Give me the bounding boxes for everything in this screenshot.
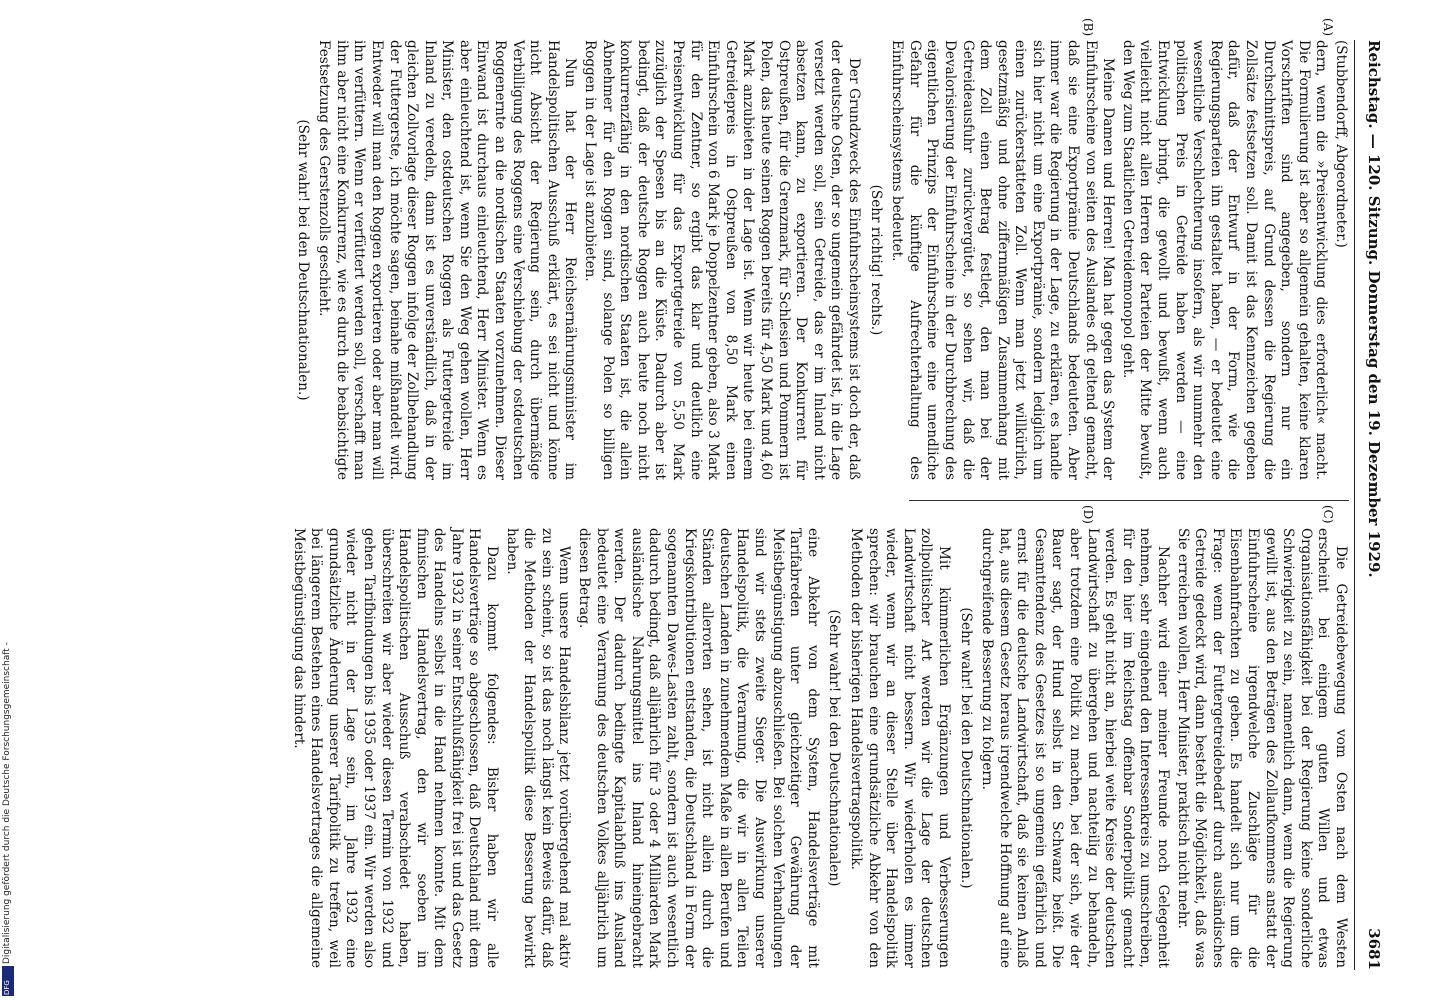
digitization-credit: [0, 0, 14, 1000]
speaker-label: (Stubbendorff, Abgeordneter.): [1333, 40, 1349, 248]
credit-text: Digitalisierung gefördert durch die Deutsche Forschungsgemeinschaft -: [2, 642, 12, 964]
interjection: (Sehr wahr! bei den Deutschnationalen.): [294, 119, 311, 401]
column-divider: [909, 500, 1349, 501]
right-column: [287, 528, 1349, 968]
margin-marker-a: (A): [1321, 18, 1335, 37]
paragraph: Meine Damen und Herren! Man hat gegen das System der Einfuhrscheine von seiten des Auslandes oft geltend gemacht, daß sie eine Exportprämie Deutschlands bedeuteten. Aber immer war die Regierung in der Lage, zu erklären, es handle sich hier nicht um eine Exportprämie, sondern lediglich um einen zurückerstatteten Zoll. Wenn man jetzt willkürlich, gesetzmäßig und ohne ziffernmäßigen Zusammenhang mit dem Zoll einen Betrag festlegt, den man bei der Getreideausfuhr zurückvergütet, so sehen wir, daß die Devalorisierung der Einfuhrscheine in der Durchbrechung des eigentlichen Prinzips der Einfuhrscheine eine unendliche Gefahr für die künftige Aufrechterhaltung des Einfuhrscheinsystems bedeutet.: [889, 40, 1117, 480]
running-header: [1354, 40, 1385, 970]
page-number: 3681: [1365, 928, 1383, 970]
paragraph: Die Getreidebewegung vom Osten nach dem Westen erscheint bei einigem guten Willen und etwas Organisationsfähigkeit bei der Regierung keine sonderliche Schwierigkeit zu sein, namentlich dann, wenn die Regierung gewillt ist, aus den Beträgen des Zollaufkommens anstatt der Einfuhrscheine irgendwelche Zuschläge für die Eisenbahnfrachten zu geben. Es handelt sich nur um die Frage: wenn der Futtergetreidebedarf durch ausländisches Getreide gedeckt wird, dann besteht die Möglichkeit, daß was Sie erreichen wollen, Herr Minister, praktisch nicht mehr.: [1174, 528, 1349, 968]
dfg-logo-icon: [2, 966, 14, 996]
document-sheet: [125, 0, 1395, 1000]
paragraph: dern, wenn die »Preisentwicklung dies erforderlich« macht. Die Formulierung ist aber so allgemein gehalten, keine klaren Vorschriften sind angegeben, sondern nur ein Durchschnittspreis, auf Grund dessen die Regierung die Zollsätze festsetzen soll. Damit ist das Kennzeichen gegeben dafür, daß der Entwurf in der Form, wie die Regierungsparteien ihn gestaltet haben, — er bedeutet eine wesentliche Verschlechterung insofern, als wir nunmehr den politischen Preis in Getreide haben werden — eine Entwicklung bringt, die gewollt und bewußt, wenn auch vielleicht nicht allen Herren der Parteien der Mitte bewußt, den Weg zum Staatlichen Getreidemonopol geht.: [1119, 40, 1330, 480]
paragraph: Mit kümmerlichen Ergänzungen und Verbesserungen zollpolitischer Art werden wir die Lage der deutschen Landwirtschaft nicht bessern. Wir wiederholen es immer wieder, wenn wir an dieser Stelle über Handelspolitik sprechen: wir brauchen eine grundsätzliche Abkehr von den Methoden der bisherigen Handelsvertragspolitik.: [847, 528, 952, 968]
paragraph: Wenn unsere Handelsbilanz jetzt vorübergehend mal aktiv zu sein scheint, so ist das noch längst kein Beweis dafür, daß die Methoden der Handelspolitik diese Besserung bewirkt haben.: [503, 528, 573, 968]
paragraph: Nachher wird einer meiner Freunde noch Gelegenheit nehmen, sehr eingehend den Interessenkreis zu umschreiben, für den hier im Reichstag offenbar Sonderpolitik gemacht werden. Es geht nicht an, hierbei weite Kreise der deutschen Landwirtschaft zu übergehen und nachteilig zu behandeln, aber trotzdem eine Politik zu machen, bei der sich, wie der Bauer sagt, der Hund selbst in den Schwanz beißt. Die Gesamttendenz des Gesetzes ist so ungemein gefährlich und ernst für die deutsche Landwirtschaft, daß sie keinen Anlaß hat, aus diesem Gesetz heraus irgendwelche Hoffnung auf eine durchgreifende Besserung zu folgern.: [979, 528, 1172, 968]
interjection: (Sehr wahr! bei den Deutschnationalen): [826, 609, 843, 887]
paragraph: Der Grundzweck des Einfuhrscheinsystems ist doch der, daß der deutsche Osten, der so ungemein gefährdet ist, in die Lage versetzt werden soll, sein Getreide, das er im Inland nicht absetzen kann, zu exportieren. Der Konkurrent für Ostpreußen, für die Grenzmark, für Schlesien und Pommern ist Polen, das heute seinen Roggen bereits für 4,50 Mark und 4,60 Mark anzubieten in der Lage ist. Wenn wir heute bei einem Getreidepreis in Ostpreußen von 8,50 Mark einen Einfuhrschein von 6 Mark je Doppelzentner geben, also 3 Mark für den Zentner, so ergibt das klar und deutlich eine Preisentwicklung für das Exportgetreide von 5,50 Mark zuzüglich der Spesen bis an die Küste. Dadurch aber ist bedingt, daß der deutsche Roggen auch heute noch nicht konkurrenzfähig in den nordischen Staaten ist, die allein Abnehmer für den Roggen sind, solange Polen so billigen Roggen in der Lage ist anzubieten.: [582, 40, 862, 480]
margin-marker-b: (B): [1081, 18, 1095, 37]
interjection: (Sehr richtig! rechts.): [867, 184, 884, 336]
left-column: [289, 40, 1349, 480]
margin-marker-c: (C): [1321, 505, 1335, 524]
paragraph: eine Abkehr von dem System, Handelsverträge mit Tarifabreden unter gleichzeitiger Gewährung der Meistbegünstigung abzuschließen. Bei solchen Verhandlungen sind wir stets zweite Sieger. Die Auswirkung unserer Handelspolitik, die Verarmung, die wir in allen Teilen deutschen Landen in zunehmendem Maße in allen Berufen und Ständen allerorten sehen, ist nicht allein durch die Kriegskontributionen entstanden, die Deutschland in Form der sogenannten Dawes-Lasten zahlt, sondern ist auch wesentlich dadurch bedingt, daß alljährlich für 3 oder 4 Milliarden Mark ausländische Nahrungsmittel ins Inland hineingebracht werden. Der dadurch bedingte Kapitalabfluß ins Ausland bedeutet eine Verarmung des deutschen Volkes alljährlich um diesen Betrag.: [576, 528, 821, 968]
header-title: Reichstag. — 120. Sitzung. Donnerstag den 19. Dezember 1929.: [1365, 40, 1383, 578]
interjection: (Sehr wahr! bei den Deutschnationalen.): [957, 607, 974, 889]
paragraph: Dazu kommt folgendes: Bisher haben wir alle Handelsverträge so abgeschlossen, daß Deutschland mit dem Jahre 1932 in seiner Entschlußfähigkeit frei ist und das Gesetz des Handelns selbst in die Hand nehmen konnte. Mit dem finnischen Handelsvertrag, den wir soeben im Handelspolitischen Ausschuß verabschiedet haben, überschreiten wir aber wieder diesen Termin von 1932 und gehen Tarifbindungen bis 1935 oder 1937 ein. Wir werden also wieder nicht in der Lage sein, im Jahre 1932 eine grundsätzliche Änderung unserer Tarifpolitik zu treffen, weil bei längerem Bestehen eines Handelsvertrages die allgemeine Meistbegünstigung das hindert.: [290, 528, 501, 968]
margin-marker-d: (D): [1081, 505, 1095, 524]
dfg-logo-text: DFG: [3, 980, 11, 995]
paragraph: Nun hat der Herr Reichsernährungsminister im Handelspolitischen Ausschuß erklärt, es sei nicht und könne nicht Absicht der Regierung sein, durch übermäßige Verbilligung des Roggens eine Verschiebung der ostdeutschen Roggenernte an die nordischen Staaten vorzunehmen. Dieser Einwand ist durchaus einleuchtend, Herr Minister. Wenn es aber einleuchtend ist, wenn Sie den Weg gehen wollen, Herr Minister, den ostdeutschen Roggen als Futtergetreide im Inland zu veredeln, dann ist es unverständlich, daß in der gleichen Zollvorlage dieser Roggen infolge der Zollbehandlung der Futtergerste, ich möchte sagen, beinahe mißhandelt wird. Entweder will man den Roggen exportieren oder aber man will ihn verfüttern. Wenn er verfüttert werden soll, verschafft man ihm aber nicht eine Konkurrenz, wie es durch die beabsichtigte Festsetzung des Gerstenzolls geschieht.: [316, 40, 579, 480]
